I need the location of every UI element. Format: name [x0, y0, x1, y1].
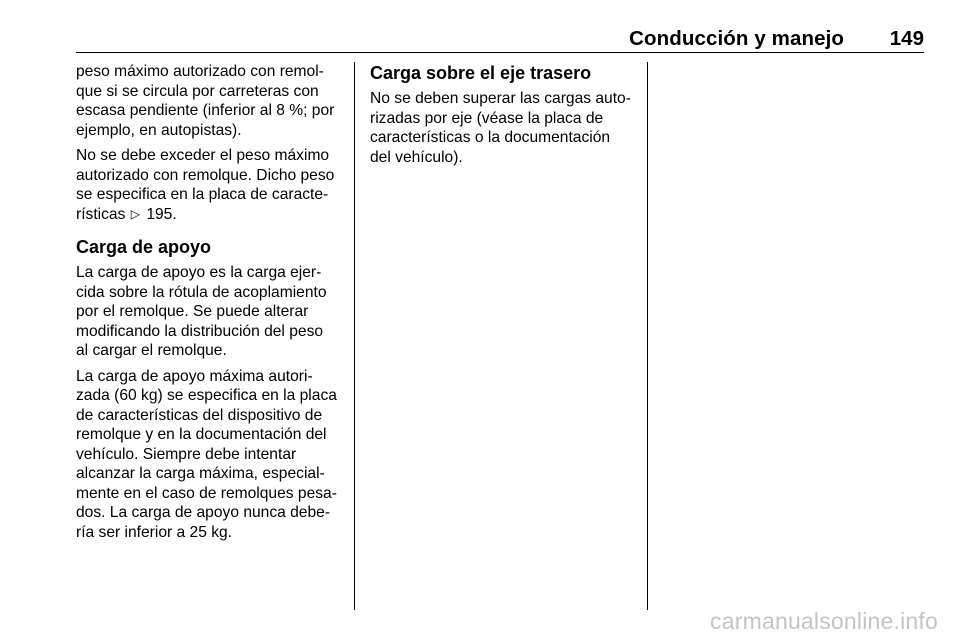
text-line: mente en el caso de remolques pesa- — [76, 484, 337, 502]
text-column-2 — [370, 62, 640, 173]
paragraph-support-load-definition — [76, 263, 346, 361]
text-line: peso máximo autorizado con remol- — [76, 63, 324, 80]
page-reference-link[interactable]: 195. — [146, 205, 177, 223]
text-line — [76, 205, 346, 225]
text-line: vehículo. Siempre debe intentar — [76, 445, 297, 463]
page-number: 149 — [889, 27, 924, 50]
text-line: de características del dispositivo de — [76, 406, 323, 424]
text-line: remolque y en la documentación del — [76, 426, 327, 443]
text-fragment: rísticas — [76, 205, 126, 223]
text-line: ría ser inferior a 25 kg. — [76, 523, 233, 541]
text-line: características o la documentación — [370, 129, 611, 146]
header-title: Conducción y manejo — [629, 27, 844, 50]
section-heading-carga-eje-trasero: Carga sobre el eje trasero — [370, 63, 592, 83]
column-divider-right — [647, 62, 648, 610]
text-line: La carga de apoyo máxima autori- — [76, 367, 313, 385]
text-line: dos. La carga de apoyo nunca debe- — [76, 504, 331, 521]
paragraph-support-load-limits — [76, 367, 346, 543]
text-line: que si se circula por carreteras con — [76, 82, 319, 100]
text-line: rizadas por eje (véase la placa de — [370, 109, 604, 127]
text-line: zada (60 kg) se especifica en la placa — [76, 387, 337, 404]
text-line: al cargar el remolque. — [76, 342, 227, 359]
text-line: alcanzar la carga máxima, especial- — [76, 465, 325, 482]
text-line: modificando la distribución del peso — [76, 322, 324, 340]
page-reference-arrow-icon: ▷ — [130, 206, 140, 221]
text-line: La carga de apoyo es la carga ejer- — [76, 264, 322, 281]
text-line: No se debe exceder el peso máximo — [76, 147, 330, 164]
text-line: escasa pendiente (inferior al 8 %; por — [76, 102, 335, 119]
text-line: No se deben superar las cargas auto- — [370, 90, 631, 107]
column-divider-left — [354, 62, 355, 610]
text-line: ejemplo, en autopistas). — [76, 121, 242, 139]
text-column-1 — [76, 62, 346, 548]
text-line: autorizado con remolque. Dicho peso — [76, 166, 335, 184]
page-header — [76, 22, 924, 53]
paragraph-trailer-weight-continued — [76, 62, 346, 140]
text-line: por el remolque. Se puede alterar — [76, 303, 309, 320]
text-line: del vehículo). — [370, 148, 463, 166]
text-line: cida sobre la rótula de acoplamiento — [76, 283, 327, 301]
paragraph-max-weight — [76, 146, 346, 224]
paragraph-rear-axle-load — [370, 89, 640, 167]
text-line: se especifica en la placa de caracte- — [76, 186, 329, 203]
section-heading-carga-de-apoyo: Carga de apoyo — [76, 237, 212, 257]
watermark: carmanualsonline.info — [710, 608, 938, 634]
